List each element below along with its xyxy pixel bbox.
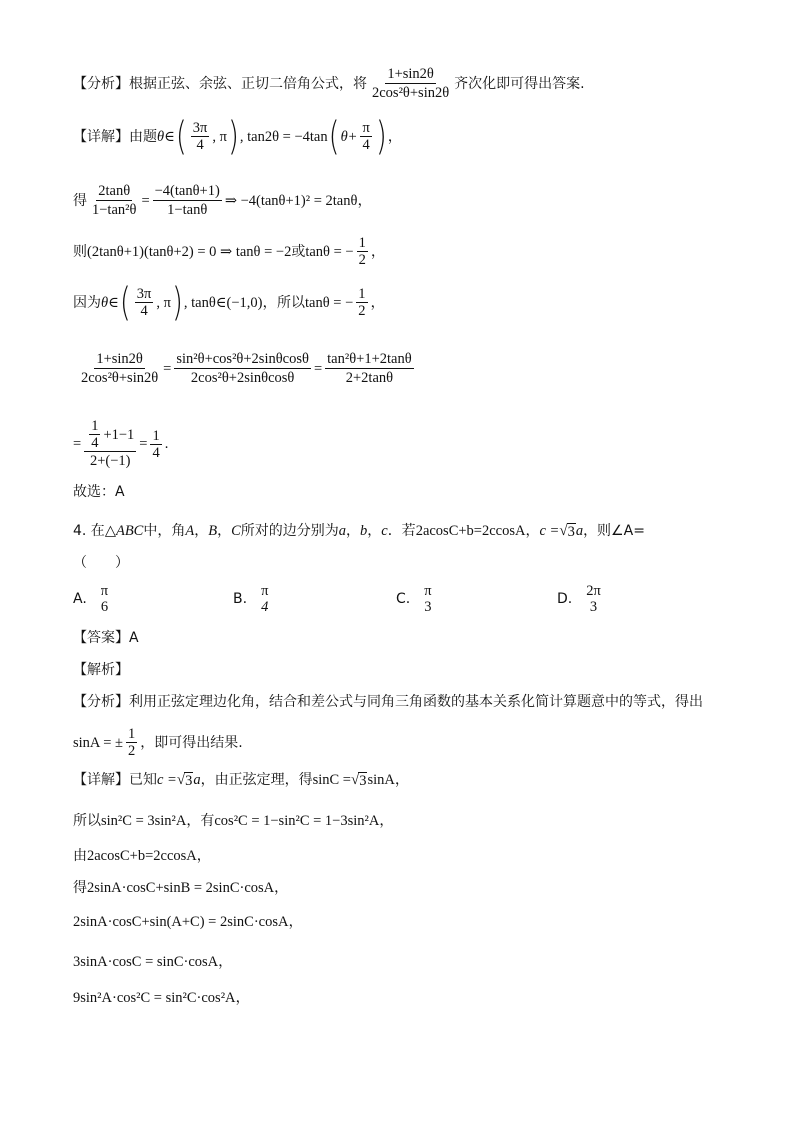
right-paren: ) (171, 278, 183, 325)
text-because: 因为 (73, 294, 101, 311)
fraction-numerator: 1+sin2θ (387, 66, 434, 82)
condition-equation: 2acosC+b=2ccosA (415, 523, 526, 539)
fraction-1 (79, 350, 160, 387)
analysis-text-end: ，即可得出结果. (140, 734, 243, 751)
fraction-numerator: π (362, 120, 370, 136)
fraction-numerator: tan²θ+1+2tanθ (327, 351, 412, 367)
fraction-denominator: 4 (362, 137, 370, 153)
option-d[interactable] (557, 583, 606, 615)
text-ze: 则 (73, 243, 87, 260)
fraction-denominator: 2cos²θ+sin2θ (81, 370, 159, 386)
comma: ， (525, 523, 540, 539)
comma: ， (370, 243, 386, 260)
equation: 9sin²A·cos²C = sin²C·cos²A， (73, 990, 251, 1006)
derivation-line-1 (73, 182, 372, 219)
comma-pi: , π (156, 294, 171, 311)
fraction-denominator: 4 (91, 435, 99, 451)
equation: 2sinA·cosC+sinB = 2sinC·cosA (87, 880, 275, 896)
comma: ， (370, 294, 386, 311)
analysis-text: 根据正弦、余弦、正切二倍角公式，将 (129, 75, 367, 92)
fraction-denominator: 2+2tanθ (345, 370, 394, 386)
sqrt-3: √ 3 (559, 523, 575, 540)
stem-text: 所对的边分别为 (240, 523, 339, 539)
option-label: C. (396, 591, 411, 607)
sin-c: sinC = (312, 772, 351, 788)
text-so: 所以 (277, 294, 305, 311)
fraction-numerator: 2tanθ (98, 183, 131, 199)
fraction-denominator: 2cos²θ+sin2θ (372, 85, 450, 101)
quarter-fraction (89, 418, 100, 451)
fraction-numerator: 3π (192, 120, 208, 136)
text: 得 (73, 880, 87, 896)
period: . (164, 436, 169, 452)
derivation-line-2 (73, 235, 385, 268)
q4-detail-7 (73, 988, 250, 1008)
left-paren: ( (328, 112, 340, 159)
option-label: D. (557, 591, 573, 607)
answer-choice: 故选：A (73, 484, 125, 500)
fraction-numerator: 1 (358, 286, 366, 302)
equals: = (141, 192, 150, 209)
analysis-tag: 【分析】 (73, 75, 129, 92)
sqrt-3: √ 3 (176, 772, 193, 789)
equation: cos²C = 1−sin²C = 1−3sin²A (214, 813, 380, 829)
option-fraction: 2π 3 (586, 583, 601, 615)
q4-answer (73, 628, 139, 648)
theta-plus: θ+ (340, 128, 358, 145)
q4-detail-6 (73, 952, 233, 972)
fraction-numerator: 1 (358, 235, 366, 251)
fraction-denominator: 2 (358, 303, 366, 319)
equation: tanθ = − (305, 294, 354, 311)
side-a: a (575, 523, 584, 539)
analysis-text-end: 齐次化即可得出答案. (454, 75, 585, 92)
q3-detail-line (73, 112, 403, 159)
rhs-fraction (153, 182, 222, 219)
option-b[interactable] (233, 583, 273, 615)
side-a: a (193, 772, 201, 788)
right-paren: ) (375, 112, 387, 159)
comma: ， (274, 880, 289, 896)
equals: = (163, 360, 172, 377)
text-or: 或 (291, 243, 306, 260)
pi-over-four (360, 120, 371, 153)
text: ，由正弦定理，得 (200, 772, 313, 788)
text: ，有 (186, 813, 215, 829)
c-equals: c = (539, 523, 560, 539)
comma: ， (387, 128, 403, 145)
fraction-denominator: 1−tan²θ (92, 202, 137, 218)
derivation-line-3 (73, 278, 386, 325)
half-fraction: $\frac{1}{2}$ (127, 726, 136, 759)
derivation-line-5 (73, 418, 168, 470)
jiexi-tag: 【解析】 (73, 662, 129, 678)
fraction-numerator: sin²θ+cos²θ+2sinθcosθ (176, 351, 309, 367)
q4-detail-4 (73, 878, 288, 898)
q4-detail-1 (73, 770, 409, 790)
equation: 2sinA·cosC+sin(A+C) = 2sinC·cosA， (73, 914, 303, 930)
fraction-denominator: 2cos²θ+2sinθcosθ (190, 370, 295, 386)
equation: 3sinA·cosC = sinC·cosA， (73, 954, 233, 970)
fraction-denominator: 2 (358, 252, 366, 268)
three-pi-over-four (191, 120, 210, 153)
q4-blank (73, 553, 129, 573)
q4-detail-5 (73, 912, 303, 932)
sides: a (338, 523, 346, 539)
fraction-2 (174, 350, 311, 387)
pi-symbol: π (163, 294, 171, 311)
q4-analysis-line (73, 692, 703, 712)
text: 所以 (73, 813, 101, 829)
right-paren: ) (227, 112, 239, 159)
option-fraction: π 4 (261, 583, 269, 615)
equals: = (313, 360, 323, 377)
equation: tanθ = − (305, 243, 354, 260)
answer-tag: 【答案】 (73, 630, 129, 646)
fraction-numerator: 1+sin2θ (96, 351, 143, 367)
half-fraction (356, 286, 367, 319)
question-number: 4. 在 (73, 523, 105, 539)
derivation-line-4 (76, 350, 417, 387)
comma-pi: , π (212, 128, 227, 145)
sin-a-equation: sinA = ± (73, 734, 123, 751)
sin-a: sinA， (367, 772, 410, 788)
analysis-tag: 【分析】 (73, 694, 129, 710)
q4-jiexi (73, 660, 129, 680)
result-fraction (150, 428, 161, 461)
fraction-numerator: 1 (91, 418, 99, 434)
fraction-denominator: 4 (152, 444, 160, 461)
stem-text: 中，角 (143, 523, 186, 539)
comma: ， (379, 813, 394, 829)
half-fraction (357, 235, 368, 268)
q4-analysis-line-2 (73, 726, 243, 759)
q4-detail-2 (73, 811, 393, 831)
stem-text: ．若 (387, 523, 416, 539)
analysis-text: 利用正弦定理边化角，结合和差公式与同角三角函数的基本关系化简计算题意中的等式，得出 (129, 694, 703, 710)
fraction-denominator: 4 (196, 137, 204, 153)
fraction-numerator: 1 (152, 427, 160, 444)
option-fraction: π 6 (100, 583, 109, 615)
theta-in: θ∈ (101, 294, 119, 311)
comma: ， (196, 848, 211, 864)
angles: A (185, 523, 195, 539)
fraction-numerator (84, 418, 136, 452)
text: 已知 (129, 772, 157, 788)
left-paren: ( (119, 278, 131, 325)
answer-value: A (129, 630, 139, 646)
fraction-numerator: −4(tanθ+1) (154, 183, 220, 199)
q3-analysis-line (73, 65, 585, 102)
q4-stem: 4. 在 △ABC 中，角 A ， B ， C 所对的边分别为 a ， b ， c ．若 2acosC+b=2ccosA ， c = √ 3 a ，则∠A= (73, 523, 645, 540)
implication: ⇒ −4(tanθ+1)² = 2tanθ， (224, 192, 372, 209)
detail-tag: 【详解】 (73, 772, 129, 788)
option-c[interactable] (396, 583, 437, 615)
tan-relation: , tan2θ = −4tan (239, 128, 328, 145)
fraction-numerator: 3π (136, 286, 152, 302)
range: , tanθ∈(−1,0)， (183, 294, 277, 311)
option-label: B. (233, 591, 248, 607)
detail-tag: 【详解】 (73, 128, 129, 145)
numerator-tail: +1−1 (103, 426, 135, 443)
fraction-denominator: 2+(−1) (89, 453, 131, 469)
option-a[interactable] (73, 583, 113, 615)
option-fraction: π 3 (424, 583, 432, 615)
pi-symbol: π (219, 128, 227, 145)
compound-fraction (84, 418, 136, 470)
answer-blank: （ ） (73, 555, 129, 571)
triangle-abc: △ABC (104, 523, 144, 539)
q3-answer-line (73, 482, 125, 502)
equation: 2acosC+b=2ccosA (87, 848, 197, 864)
fraction-denominator: 4 (140, 303, 148, 319)
fraction-denominator: 1−tanθ (167, 202, 208, 218)
lhs-fraction (90, 182, 138, 219)
c-equals: c = (157, 772, 177, 788)
equation: (2tanθ+1)(tanθ+2) = 0 ⇒ tanθ = −2 (87, 243, 292, 260)
q4-detail-3 (73, 846, 211, 866)
detail-text: 由题 (129, 128, 157, 145)
three-pi-over-four (135, 286, 154, 319)
equation: sin²C = 3sin²A (101, 813, 187, 829)
theta-in: θ∈ (157, 128, 175, 145)
option-label: A. (73, 591, 87, 607)
left-paren: ( (175, 112, 187, 159)
analysis-fraction (370, 65, 451, 102)
equals: = (139, 436, 148, 452)
text-de: 得 (73, 192, 87, 209)
equals: = (73, 436, 82, 452)
fraction-3 (325, 350, 414, 387)
sqrt-3: √ 3 (351, 772, 367, 789)
text: 由 (73, 848, 87, 864)
stem-end: ，则∠A= (583, 523, 645, 539)
